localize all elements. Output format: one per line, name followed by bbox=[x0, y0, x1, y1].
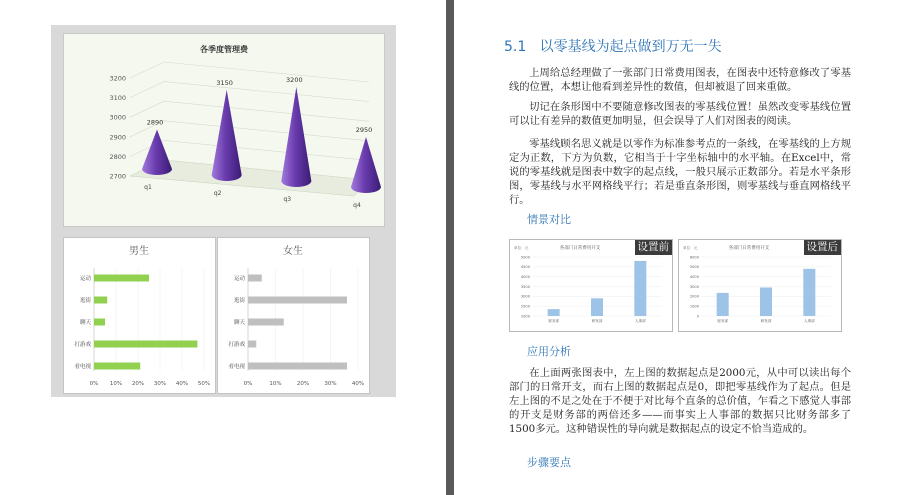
y-tick-label: 5000 bbox=[520, 255, 530, 260]
x-tick-label: 10% bbox=[269, 381, 282, 387]
bar bbox=[248, 319, 284, 326]
x-tick-label: 0% bbox=[89, 381, 99, 387]
subheading-scenario-comparison: 情景对比 bbox=[527, 213, 571, 226]
cone bbox=[212, 90, 242, 181]
cone-data-label: 3150 bbox=[216, 78, 233, 87]
cone bbox=[351, 137, 381, 193]
y-tick-label: 2800 bbox=[109, 152, 126, 161]
x-tick-label: q4 bbox=[353, 202, 361, 209]
y-tick-label: 0 bbox=[696, 314, 699, 319]
female-bar-chart-svg bbox=[218, 238, 369, 393]
y-gridline bbox=[130, 118, 369, 141]
y-tick-label: 4000 bbox=[520, 274, 530, 279]
y-tick-label: 4000 bbox=[689, 274, 699, 279]
male-bar-chart-svg bbox=[64, 238, 215, 393]
cone-chart-svg bbox=[64, 34, 384, 226]
cone-data-label: 3200 bbox=[286, 76, 303, 84]
section-number: 5.1 bbox=[504, 39, 527, 55]
y-tick-label: 5000 bbox=[689, 265, 699, 270]
bar bbox=[94, 319, 105, 326]
category-label: 逛街 bbox=[233, 298, 245, 304]
x-tick-label: 研发部 bbox=[591, 319, 603, 323]
page-gutter bbox=[446, 0, 454, 495]
x-tick-label: 人事部 bbox=[803, 319, 815, 323]
y-tick-label: 3000 bbox=[689, 284, 699, 289]
section-title: 以零基线为起点做到万无一失 bbox=[539, 39, 722, 55]
column bbox=[548, 309, 560, 316]
x-tick-label: 40% bbox=[175, 381, 189, 387]
y-tick-label: 6000 bbox=[689, 255, 699, 260]
category-label: 看电视 bbox=[74, 364, 91, 370]
thumb-after-unit: 单位：元 bbox=[683, 246, 698, 250]
subheading-step-points: 步骤要点 bbox=[527, 456, 571, 469]
cone bbox=[142, 130, 172, 175]
subheading-application-analysis: 应用分析 bbox=[527, 345, 571, 358]
bar bbox=[94, 275, 149, 282]
x-tick-label: 0% bbox=[243, 381, 253, 387]
y-tick-label: 2500 bbox=[520, 304, 530, 309]
x-tick-label: q3 bbox=[283, 196, 292, 203]
right-page bbox=[454, 0, 900, 495]
thumbnail-chart-before bbox=[509, 239, 673, 332]
cone-chart-title: 各季度管理费 bbox=[200, 44, 248, 54]
column bbox=[717, 293, 729, 316]
male-chart-title: 男生 bbox=[129, 246, 149, 257]
bar bbox=[94, 341, 197, 348]
y-tick-label: 2000 bbox=[689, 294, 699, 299]
cone bbox=[281, 87, 311, 187]
y-tick-label: 3000 bbox=[109, 113, 126, 122]
section-heading bbox=[504, 36, 722, 56]
y-gridline bbox=[130, 62, 369, 82]
before-tag: 设置前 bbox=[635, 240, 673, 255]
y-tick-label: 2000 bbox=[520, 314, 530, 319]
y-tick-label: 3500 bbox=[520, 284, 530, 289]
bar bbox=[94, 297, 107, 304]
female-bar-chart bbox=[217, 237, 370, 394]
x-tick-label: 30% bbox=[153, 381, 167, 387]
x-tick-label: 20% bbox=[131, 381, 145, 387]
y-tick-label: 4500 bbox=[520, 265, 530, 270]
cone-data-label: 2890 bbox=[146, 118, 164, 127]
thumb-before-title: 各部门日常费用开支 bbox=[559, 246, 601, 251]
paragraph-1: 上周给总经理做了一张部门日常费用图表，在图表中还特意修改了零基线的位置，本想让他看到差异性的数值，但却被退了回来重做。 bbox=[509, 67, 851, 93]
bar bbox=[248, 363, 347, 370]
category-label: 打游戏 bbox=[74, 342, 91, 348]
thumb-after-title: 各部门日常费用开支 bbox=[728, 246, 770, 251]
bar bbox=[248, 297, 347, 304]
x-tick-label: 研发部 bbox=[760, 319, 772, 323]
thumb-before-unit: 单位：元 bbox=[514, 246, 529, 250]
category-label: 看电视 bbox=[228, 364, 245, 370]
bar bbox=[94, 363, 140, 370]
column bbox=[803, 269, 815, 316]
x-tick-label: q1 bbox=[144, 184, 152, 191]
category-label: 打游戏 bbox=[228, 342, 245, 348]
cone-data-label: 2950 bbox=[355, 126, 373, 134]
paragraph-3: 零基线顾名思义就是以零作为标准参考点的一条线，在零基线的上方规定为正数，下方为负数，它相当于十字坐标轴中的水平轴。在Excel中，常说的零基线就是图表中数字的起点线，一般只展示正数部分。若是水平条形图，零基线与水平网格线平行；若是垂直条形图，则零基线与垂直网格线平行。 bbox=[509, 138, 851, 206]
y-tick-label: 3200 bbox=[109, 74, 126, 83]
category-label: 聊天 bbox=[233, 320, 245, 326]
x-tick-label: 50% bbox=[197, 381, 211, 387]
bar bbox=[248, 275, 262, 282]
cone-chart bbox=[63, 33, 385, 227]
x-tick-label: 财务部 bbox=[548, 319, 560, 323]
x-tick-label: 20% bbox=[296, 381, 310, 387]
x-tick-label: 财务部 bbox=[717, 319, 729, 323]
x-tick-label: 人事部 bbox=[634, 319, 646, 323]
left-page bbox=[0, 0, 446, 495]
female-chart-title: 女生 bbox=[283, 246, 303, 257]
bar bbox=[248, 341, 256, 348]
y-tick-label: 2700 bbox=[109, 172, 126, 181]
category-label: 运动 bbox=[233, 276, 245, 282]
male-bar-chart bbox=[63, 237, 216, 394]
y-tick-label: 3100 bbox=[109, 94, 126, 103]
paragraph-4: 在上面两张图表中，左上图的数据起点是2000元，从中可以读出每个部门的日常开支，而右上图的数据起点是0，即把零基线作为了起点。但是左上图的不足之处在于不便于对比每个直条的总价值，乍看之下感觉人事部的开支是财务部的两倍还多——而事实上人事部的数据只比财务部多了1500多元。这种错误性的导向就是数据起点的设定不恰当造成的。 bbox=[509, 367, 851, 435]
thumbnail-chart-after bbox=[678, 239, 842, 332]
paragraph-2: 切记在条形图中不要随意修改图表的零基线位置！虽然改变零基线位置可以让有差异的数值更加明显，但会误导了人们对图表的阅读。 bbox=[509, 101, 851, 127]
column bbox=[760, 287, 772, 316]
x-tick-label: 40% bbox=[351, 381, 365, 387]
y-gridline bbox=[130, 101, 369, 121]
category-label: 聊天 bbox=[79, 320, 91, 326]
y-tick-label: 2900 bbox=[109, 133, 126, 142]
y-tick-label: 1000 bbox=[689, 304, 699, 309]
x-tick-label: q2 bbox=[213, 190, 222, 197]
y-tick-label: 3000 bbox=[520, 294, 530, 299]
category-label: 运动 bbox=[79, 276, 91, 282]
column bbox=[591, 298, 603, 316]
column bbox=[634, 261, 646, 316]
category-label: 逛街 bbox=[79, 298, 91, 304]
x-tick-label: 30% bbox=[324, 381, 337, 387]
y-gridline bbox=[130, 82, 369, 102]
after-tag: 设置后 bbox=[804, 240, 842, 255]
x-tick-label: 10% bbox=[109, 381, 123, 387]
